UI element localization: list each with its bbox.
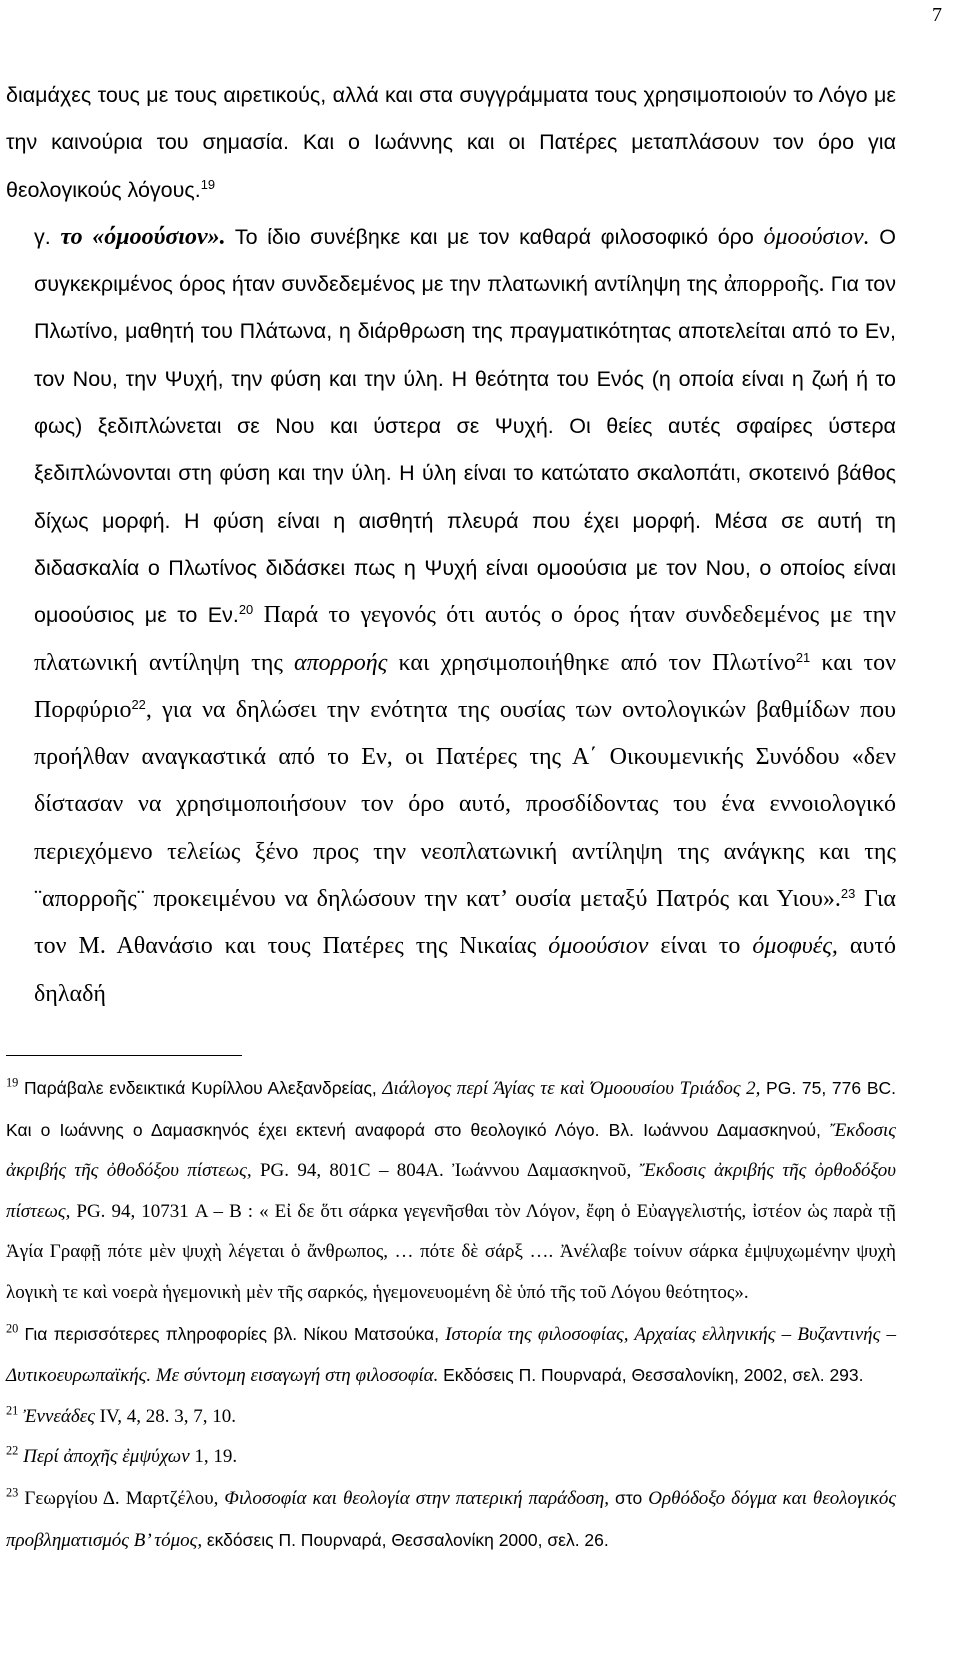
paragraph-text: είναι το <box>660 933 741 960</box>
greek-term: όμοφυές, <box>752 933 838 960</box>
footnote-text: Γεωργίου Δ. Μαρτζέλου, <box>24 1487 219 1509</box>
footnote-23 <box>6 1478 896 1561</box>
footnote-title: Διάλογος περί Άγίας τε καὶ Όμοουσίου Τριάδος 2, <box>382 1078 761 1099</box>
paragraph-text: Παρά το γεγονός ότι αυτός ο όρος ήταν συνδεδεμένος με την πλατωνική αντίληψη της <box>34 602 897 676</box>
footnote-ref-22: 22 <box>131 696 146 712</box>
footnote-title: Ἔκδοσις ἀκριβής τῆς ὀρθοδόξου πίστεως, <box>6 1160 896 1222</box>
paragraph-text: , για να δηλώσει την ενότητα της ουσίας των οντολογικών βαθμίδων που προήλθαν αναγκαστικά από το Εν, οι Πατέρες της Α΄ Οικουμενικής Συνόδου «δεν δίστασαν να χρησιμοποιήσουν τον όρο αυτό, προσδίδοντας του ένα εννοιολογικό περιεχόμενο τελείως ξένο προς την νεοπλατωνική αντίληψη της ανάγκης και της ¨απορροῆς¨ προκειμένου να δηλώσουν την κατ’ ουσία μεταξύ Πατρός και Υιου». <box>34 696 896 913</box>
footnote-separator <box>6 1055 242 1056</box>
footnote-ref-21: 21 <box>795 649 811 665</box>
footnote-text: Εκδόσεις Π. Πουρναρά, Θεσσαλονίκη, 2002, σελ. 293. <box>443 1365 864 1386</box>
footnote-number: 23 <box>6 1485 19 1500</box>
footnote-number: 19 <box>6 1075 19 1090</box>
footnote-text: PG. 94, 801C – 804A. Ἰωάννου Δαμασκηνοῦ, <box>259 1160 632 1182</box>
footnote-text: PG. 75, 776 BC. Και ο Ιωάννης ο Δαμασκηνός έχει εκτενή αναφορά στο θεολογικό Λόγο. Βλ. Ιωάννου Δαμασκηνού, <box>6 1078 897 1140</box>
paragraph-text: Για τον Μ. Αθανάσιο και τους Πατέρες της Νικαίας <box>34 886 896 960</box>
section-heading: το «όμοούσιον». <box>60 223 226 250</box>
paragraph-homoousion <box>6 214 896 1018</box>
footnote-text: Παράβαλε ενδεικτικά Κυρίλλου Αλεξανδρείας, <box>23 1078 377 1098</box>
footnote-ref-20: 20 <box>238 602 254 618</box>
paragraph-text: και χρησιμοποιήθηκε από τον Πλωτίνο <box>398 649 796 676</box>
footnote-21 <box>6 1397 896 1438</box>
greek-term: απορροής <box>294 649 388 676</box>
paragraph-text: Το ίδιο συνέβηκε και με τον καθαρά φιλοσοφικό όρο <box>234 224 754 249</box>
main-text <box>6 72 896 1018</box>
footnote-number: 20 <box>6 1321 19 1336</box>
greek-term: ὁμοούσιον. <box>763 223 870 250</box>
footnotes <box>6 1068 896 1561</box>
section-letter: γ. <box>34 224 51 249</box>
paragraph-logos <box>6 72 896 214</box>
footnote-text: IV, 4, 28. 3, 7, 10. <box>99 1405 237 1427</box>
footnote-number: 21 <box>6 1403 19 1418</box>
footnote-number: 22 <box>6 1444 19 1459</box>
footnote-title: Ἐννεάδες <box>23 1405 95 1427</box>
paragraph-text: και τον Πορφύριο <box>34 649 897 723</box>
footnote-title: Ορθόδοξο δόγμα και θεολογικός προβληματισμός Β’ τόμος, <box>6 1487 897 1551</box>
greek-term: ἀπορροῆς. <box>723 271 825 298</box>
paragraph-text: αυτό δηλαδή <box>34 933 897 1007</box>
footnote-title: Ιστορία της φιλοσοφίας, Αρχαίας ελληνικής – Βυζαντινής – Δυτικοευρωπαϊκής. Με σύντομη εισαγωγή στη φιλοσοφία. <box>6 1323 897 1387</box>
footnote-text: στο <box>615 1487 643 1508</box>
page-number: 7 <box>932 4 942 26</box>
footnote-text: εκδόσεις Π. Πουρναρά, Θεσσαλονίκη 2000, σελ. 26. <box>206 1529 609 1550</box>
paragraph-text: Για τον Πλωτίνο, μαθητή του Πλάτωνα, η διάρθρωση της πραγματικότητας αποτελείται από το Εν, τον Νου, την Ψυχή, την φύση και την ύλη. Η θεότητα του Ενός (η οποία είναι η ζωή ή το φως) ξεδιπλώνεται σε Νου και ύστερα σε Ψυχή. Οι θείες αυτές σφαίρες ύστερα ξεδιπλώνονται στη φύση και την ύλη. Η ύλη είναι το κατώτατο σκαλοπάτι, σκοτεινό βάθος δίχως μορφή. Η φύση είναι η αισθητή πλευρά που έχει μορφή. Μέσα σε αυτή τη διδασκαλία ο Πλωτίνος διδάσκει πως η Ψυχή είναι ομοούσια με τον Νου, ο οποίος είναι ομοούσιος με το Εν. <box>34 272 897 628</box>
paragraph-text: Ο συγκεκριμένος όρος ήταν συνδεδεμένος με την πλατωνική αντίληψη της <box>34 224 896 297</box>
footnote-ref-19: 19 <box>200 176 216 192</box>
footnote-text: 1, 19. <box>194 1446 238 1468</box>
footnote-text: Για περισσότερες πληροφορίες βλ. Νίκου Ματσούκα, <box>24 1323 440 1344</box>
footnote-title: Φιλοσοφία και θεολογία στην πατερική παράδοση, <box>224 1487 610 1509</box>
greek-term: όμοούσιον <box>548 933 649 960</box>
footnote-ref-23: 23 <box>840 885 856 901</box>
footnote-title: Ἔκδοσις ἀκριβής τῆς ὀθοδόξου πίστεως, <box>6 1119 896 1182</box>
footnote-22 <box>6 1437 896 1478</box>
footnote-19 <box>6 1068 896 1314</box>
footnote-text: PG. 94, 10731 Α – Β : « Εἰ δε ὅτι σάρκα γεγενῆσθαι τὸν Λόγον, ἔφη ὁ Εὐαγγελιστής, ἰστέον ὡς παρὰ τῇ Ἁγία Γραφῇ πότε μὲν ψυχὴ λέγεται ὁ ἄνθρωπος, … πότε δὲ σάρξ …. Ἀνέλαβε τοίνυν σάρκα ἐμψυχωμένην ψυχὴ λογικὴ τε καὶ νοερὰ ἡγεμονικὴ μὲν τῆς σαρκός, ἡγεμονευομένη δὲ ὑπό τῆς τοῦ Λόγου θεότητος». <box>6 1200 896 1303</box>
footnote-title: Περί ἀποχῆς ἐμψύχων <box>23 1446 190 1468</box>
paragraph-text: διαμάχες τους με τους αιρετικούς, αλλά και στα συγγράμματα τους χρησιμοποιούν το Λόγο με την καινούρια του σημασία. Και ο Ιωάννης και οι Πατέρες μεταπλάσουν τον όρο για θεολογικούς λόγους. <box>6 83 896 202</box>
footnote-20 <box>6 1314 896 1397</box>
